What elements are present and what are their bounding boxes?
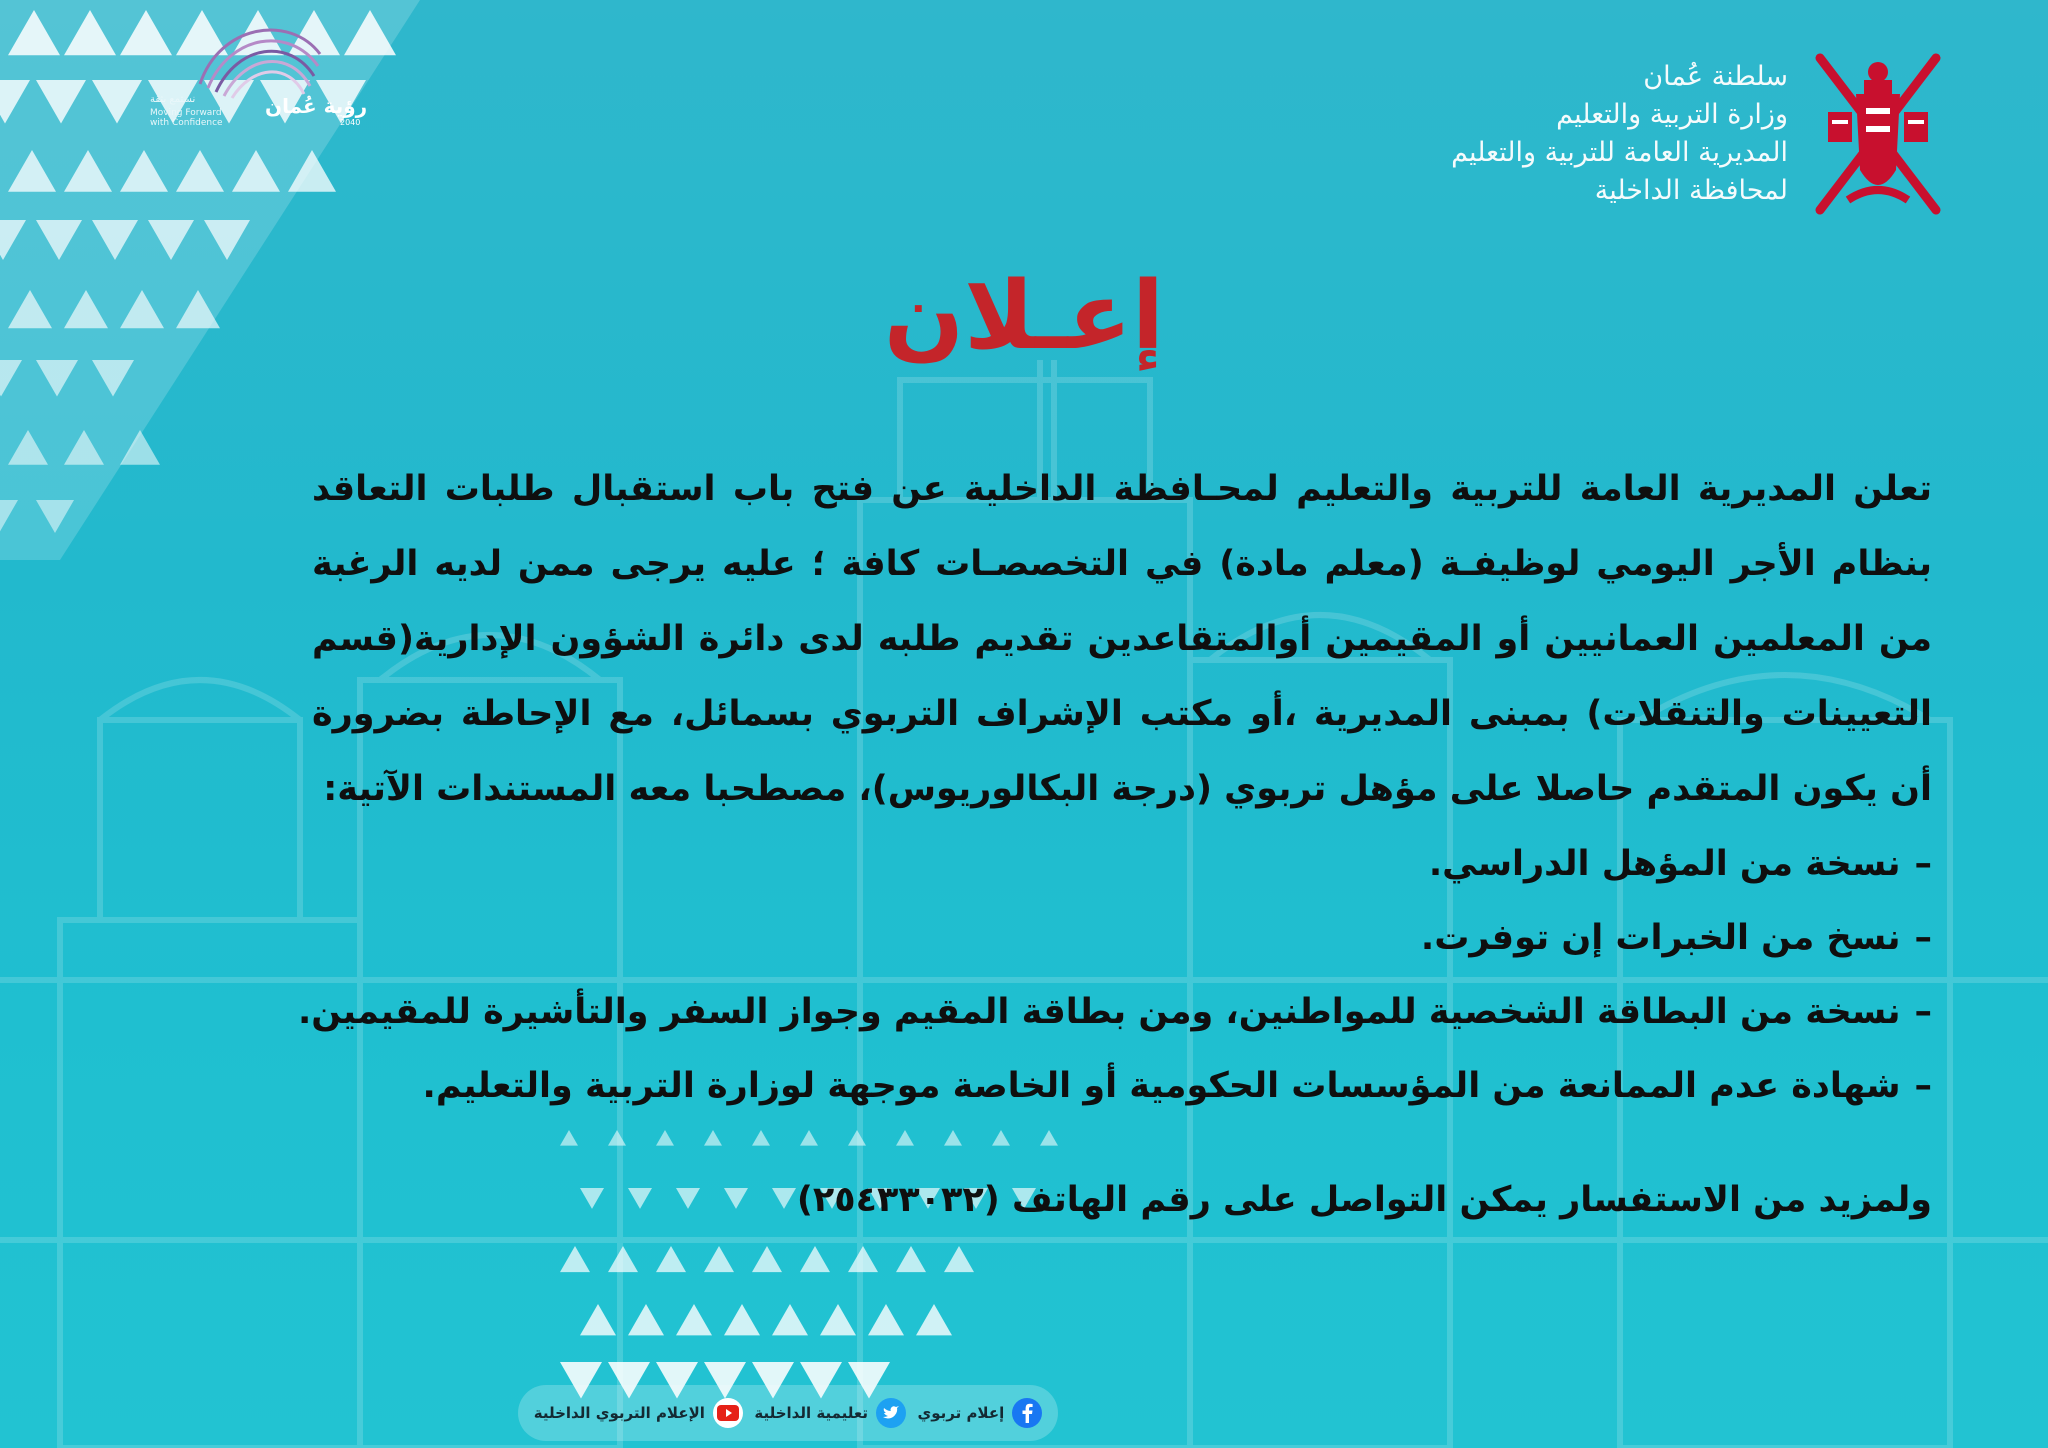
decor-triangle xyxy=(752,1246,782,1272)
vision-name: رؤية عُمان xyxy=(265,94,368,118)
decor-triangle xyxy=(848,1246,878,1272)
decor-triangle xyxy=(608,1246,638,1272)
announcement-title: إعـلان xyxy=(883,262,1165,371)
list-item xyxy=(312,1049,1932,1123)
list-item-text: نسخة من البطاقة الشخصية للمواطنين، ومن بطاقة المقيم وجواز السفر والتأشيرة للمقيمين. xyxy=(298,992,1901,1032)
decor-triangle xyxy=(772,1304,808,1335)
decor-triangle xyxy=(916,1304,952,1335)
decor-triangle xyxy=(800,1246,830,1272)
decor-triangle xyxy=(896,1246,926,1272)
decor-triangle xyxy=(868,1304,904,1335)
list-item xyxy=(312,827,1932,901)
announcement-paragraph: تعلن المديرية العامة للتربية والتعليم لمحـافظة الداخلية عن فتح باب استقبال طلبات التعاقد بنظام الأجر اليومي لوظيفـة (معلم مادة) في التخصصـات كافة ؛ عليه يرجى ممن لديه الرغبة من المعلمين العمانيين أو المقيمين أوالمتقاعدين تقديم طلبه لدى دائرة الشؤون الإدارية(قسم التعيينات والتنقلات) بمبنى المديرية ،أو مكتب الإشراف التربوي بسمائل، مع الإحاطة بضرورة أن يكون المتقدم حاصلا على مؤهل تربوي (درجة البكالوريوس)، مصطحبا معه المستندات الآتية: xyxy=(312,469,1932,809)
required-documents-list xyxy=(298,827,1932,1123)
social-footer xyxy=(518,1385,1058,1441)
list-item-text: نسخ من الخبرات إن توفرت. xyxy=(1420,918,1901,958)
facebook-icon xyxy=(1012,1398,1042,1428)
list-bullet: – xyxy=(1914,844,1932,884)
decor-triangle xyxy=(676,1304,712,1335)
decor-triangle xyxy=(628,1304,664,1335)
list-item-text: نسخة من المؤهل الدراسي. xyxy=(1428,844,1901,884)
contact-line: ولمزيد من الاستفسار يمكن التواصل على رقم الهاتف (٢٥٤٣٣٠٣٢) xyxy=(796,1180,1932,1220)
ministry-header xyxy=(1448,50,1948,230)
announcement-body xyxy=(298,452,1932,1237)
decor-triangle xyxy=(560,1246,590,1272)
youtube-link[interactable] xyxy=(534,1398,743,1428)
list-bullet: – xyxy=(1914,1066,1932,1106)
vision-2040-logo-icon xyxy=(190,14,330,104)
oman-vision-2040-logo xyxy=(140,14,390,128)
ministry-line-2: وزارة التربية والتعليم xyxy=(1556,99,1788,130)
list-item xyxy=(298,975,1932,1049)
list-item xyxy=(312,901,1932,975)
youtube-icon xyxy=(713,1398,743,1428)
oman-emblem-icon xyxy=(1808,50,1948,220)
twitter-link[interactable] xyxy=(754,1398,906,1428)
decor-triangle xyxy=(820,1304,856,1335)
list-bullet: – xyxy=(1914,992,1932,1032)
facebook-link[interactable] xyxy=(917,1398,1042,1428)
decor-triangle xyxy=(704,1246,734,1272)
ministry-line-1: سلطنة عُمان xyxy=(1643,61,1788,92)
decor-triangle xyxy=(724,1304,760,1335)
vision-year: 2040 xyxy=(340,118,361,127)
vision-tagline-en: Moving Forward with Confidence xyxy=(150,108,223,128)
decor-triangle xyxy=(580,1304,616,1335)
vision-tagline-ar: نستمع بثقة xyxy=(150,94,196,105)
decor-triangle xyxy=(944,1246,974,1272)
ministry-line-4: لمحافظة الداخلية xyxy=(1594,175,1788,206)
ministry-line-3: المديرية العامة للتربية والتعليم xyxy=(1451,137,1788,168)
facebook-label: إعلام تربوي xyxy=(917,1404,1005,1422)
decor-triangle xyxy=(656,1246,686,1272)
twitter-icon xyxy=(876,1398,906,1428)
youtube-label: الإعلام التربوي الداخلية xyxy=(533,1404,705,1422)
twitter-label: تعليمية الداخلية xyxy=(754,1404,868,1422)
list-item-text: شهادة عدم الممانعة من المؤسسات الحكومية أو الخاصة موجهة لوزارة التربية والتعليم. xyxy=(422,1066,1901,1106)
ministry-name-lines xyxy=(1428,58,1788,210)
list-bullet: – xyxy=(1914,918,1932,958)
